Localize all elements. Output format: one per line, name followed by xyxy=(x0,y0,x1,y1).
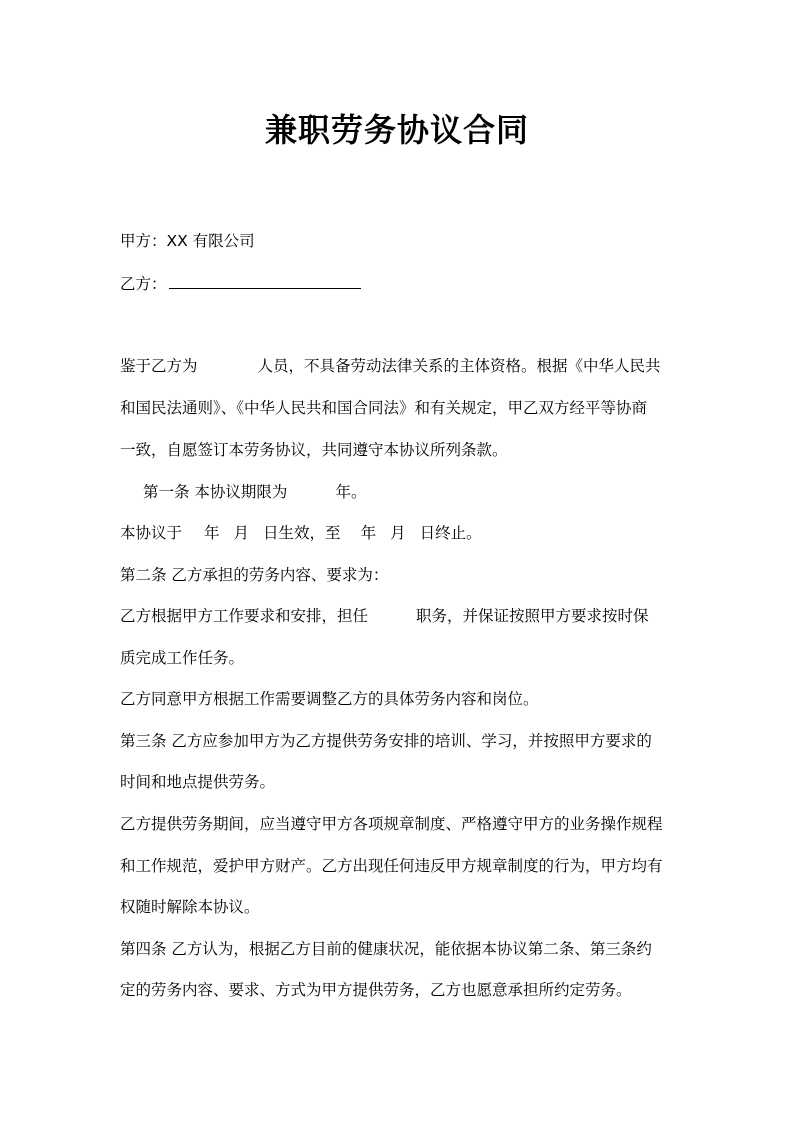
paragraph-line: 和国民法通则》、《中华人民共和国合同法》和有关规定，甲乙双方经平等协商 xyxy=(120,399,648,417)
document-title: 兼职劳务协议合同 xyxy=(264,111,529,149)
article-2-heading: 第二条 乙方承担的劳务内容、要求为： xyxy=(120,566,389,584)
paragraph-line: 一致，自愿签订本劳务协议，共同遵守本协议所列条款。 xyxy=(120,441,508,459)
text-segment: 月 xyxy=(233,524,250,542)
paragraph-line: 和工作规范，爱护甲方财产。乙方出现任何违反甲方规章制度的行为，甲方均有 xyxy=(120,857,663,875)
text-segment: 年 xyxy=(204,524,220,542)
paragraph-line: 乙方同意甲方根据工作需要调整乙方的具体劳务内容和岗位。 xyxy=(120,690,539,708)
paragraph-line: 乙方提供劳务期间，应当遵守甲方各项规章制度、严格遵守甲方的业务操作规程 xyxy=(120,815,663,833)
party-b-blank xyxy=(169,274,361,289)
text-segment: 本协议于 xyxy=(120,524,183,542)
paragraph-line: 定的劳务内容、要求、方式为甲方提供劳务，乙方也愿意承担所约定劳务。 xyxy=(120,981,632,999)
paragraph-line xyxy=(120,606,680,626)
paragraph-line: 权随时解除本协议。 xyxy=(120,898,260,916)
text-segment: 第一条 本协议期限为 xyxy=(143,483,288,501)
text-segment: 日生效，至 xyxy=(263,524,341,542)
text-segment: 鉴于乙方为 xyxy=(120,357,198,375)
party-a-line: 甲方：XX 有限公司 xyxy=(120,232,255,250)
text-segment: 年。 xyxy=(335,483,367,501)
text-segment: 月 xyxy=(390,524,406,542)
paragraph-line: 时间和地点提供劳务。 xyxy=(120,773,276,791)
party-b-line xyxy=(120,274,680,294)
article-4-heading: 第四条 乙方认为，根据乙方目前的健康状况，能依据本协议第二条、第三条约 xyxy=(120,940,652,958)
text-segment: 乙方根据甲方工作要求和安排，担任 xyxy=(120,607,369,625)
text-segment: 职务，并保证按照甲方要求按时保 xyxy=(416,607,649,625)
text-segment: 年 xyxy=(360,524,377,542)
text-segment: 日终止。 xyxy=(419,524,482,542)
term-dates-line xyxy=(120,523,680,543)
paragraph-line: 质完成工作任务。 xyxy=(120,649,245,667)
text-segment: 人员，不具备劳动法律关系的主体资格。根据《中华人民共 xyxy=(257,357,661,375)
paragraph-line xyxy=(120,356,680,376)
party-b-label: 乙方： xyxy=(120,275,167,293)
article-3-heading: 第三条 乙方应参加甲方为乙方提供劳务安排的培训、学习，并按照甲方要求的 xyxy=(120,732,652,750)
article-1-line xyxy=(143,482,703,502)
